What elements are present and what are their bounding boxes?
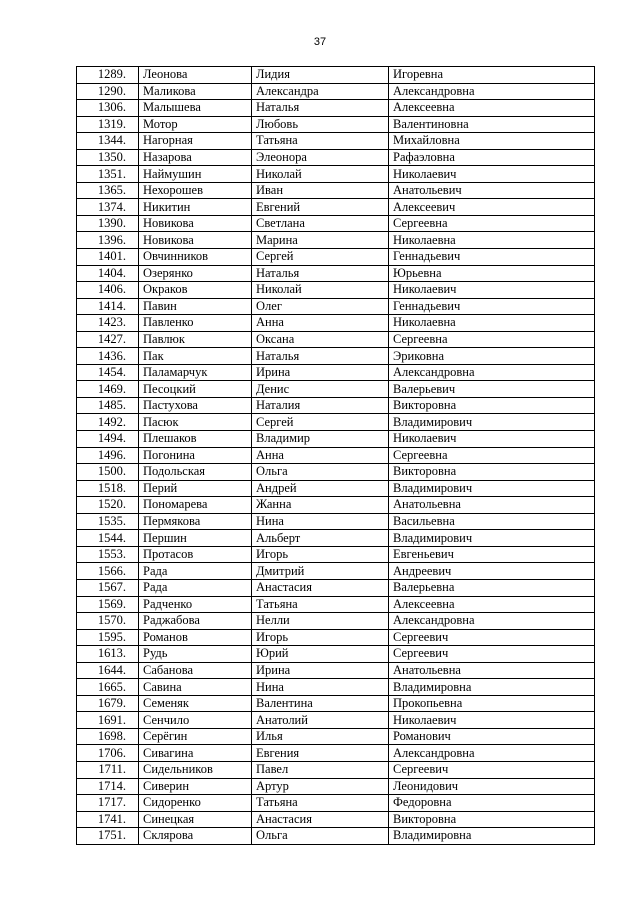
last-name-cell: Сиверин (139, 778, 252, 795)
table-row (77, 83, 595, 100)
first-name-cell: Нина (252, 513, 389, 530)
last-name-cell: Семеняк (139, 695, 252, 712)
table-row (77, 695, 595, 712)
patronymic-cell: Сергеевна (389, 447, 595, 464)
table-row (77, 795, 595, 812)
last-name-cell: Мотор (139, 116, 252, 133)
first-name-cell: Юрий (252, 646, 389, 663)
first-name-cell: Нина (252, 679, 389, 696)
last-name-cell: Паламарчук (139, 364, 252, 381)
first-name-cell: Марина (252, 232, 389, 249)
patronymic-cell: Николаевич (389, 166, 595, 183)
table-row (77, 249, 595, 266)
first-name-cell: Анатолий (252, 712, 389, 729)
table-row (77, 447, 595, 464)
patronymic-cell: Леонидович (389, 778, 595, 795)
row-number-cell: 1496. (77, 447, 139, 464)
first-name-cell: Ольга (252, 464, 389, 481)
patronymic-cell: Алексеевна (389, 596, 595, 613)
last-name-cell: Перий (139, 480, 252, 497)
table-row (77, 364, 595, 381)
first-name-cell: Нелли (252, 613, 389, 630)
row-number-cell: 1365. (77, 182, 139, 199)
first-name-cell: Андрей (252, 480, 389, 497)
patronymic-cell: Николаевич (389, 712, 595, 729)
row-number-cell: 1404. (77, 265, 139, 282)
table-row (77, 530, 595, 547)
last-name-cell: Протасов (139, 546, 252, 563)
last-name-cell: Плешаков (139, 431, 252, 448)
table-row (77, 199, 595, 216)
table-row (77, 811, 595, 828)
last-name-cell: Сидоренко (139, 795, 252, 812)
row-number-cell: 1494. (77, 431, 139, 448)
last-name-cell: Рада (139, 563, 252, 580)
row-number-cell: 1544. (77, 530, 139, 547)
row-number-cell: 1711. (77, 761, 139, 778)
row-number-cell: 1396. (77, 232, 139, 249)
row-number-cell: 1469. (77, 381, 139, 398)
first-name-cell: Наталья (252, 348, 389, 365)
row-number-cell: 1706. (77, 745, 139, 762)
last-name-cell: Пермякова (139, 513, 252, 530)
patronymic-cell: Александровна (389, 83, 595, 100)
first-name-cell: Николай (252, 282, 389, 299)
row-number-cell: 1535. (77, 513, 139, 530)
first-name-cell: Иван (252, 182, 389, 199)
patronymic-cell: Сергеевич (389, 646, 595, 663)
first-name-cell: Анна (252, 315, 389, 332)
patronymic-cell: Викторовна (389, 464, 595, 481)
table-row (77, 431, 595, 448)
row-number-cell: 1613. (77, 646, 139, 663)
page-number: 37 (313, 36, 327, 48)
row-number-cell: 1344. (77, 133, 139, 150)
row-number-cell: 1595. (77, 629, 139, 646)
patronymic-cell: Юрьевна (389, 265, 595, 282)
patronymic-cell: Васильевна (389, 513, 595, 530)
table-row (77, 67, 595, 84)
row-number-cell: 1350. (77, 149, 139, 166)
first-name-cell: Николай (252, 166, 389, 183)
patronymic-cell: Эриковна (389, 348, 595, 365)
patronymic-cell: Александровна (389, 745, 595, 762)
first-name-cell: Ольга (252, 828, 389, 845)
row-number-cell: 1427. (77, 331, 139, 348)
first-name-cell: Анастасия (252, 811, 389, 828)
row-number-cell: 1500. (77, 464, 139, 481)
last-name-cell: Погонина (139, 447, 252, 464)
last-name-cell: Сидельников (139, 761, 252, 778)
patronymic-cell: Викторовна (389, 397, 595, 414)
patronymic-cell: Владимирович (389, 480, 595, 497)
last-name-cell: Раджабова (139, 613, 252, 630)
patronymic-cell: Игоревна (389, 67, 595, 84)
row-number-cell: 1665. (77, 679, 139, 696)
patronymic-cell: Михайловна (389, 133, 595, 150)
patronymic-cell: Анатольевна (389, 662, 595, 679)
last-name-cell: Малышева (139, 100, 252, 117)
last-name-cell: Озерянко (139, 265, 252, 282)
last-name-cell: Овчинников (139, 249, 252, 266)
table-row (77, 265, 595, 282)
table-row (77, 282, 595, 299)
patronymic-cell: Валентиновна (389, 116, 595, 133)
patronymic-cell: Рафаэловна (389, 149, 595, 166)
first-name-cell: Артур (252, 778, 389, 795)
table-row (77, 480, 595, 497)
table-row (77, 397, 595, 414)
row-number-cell: 1414. (77, 298, 139, 315)
table-row (77, 563, 595, 580)
table-row (77, 215, 595, 232)
first-name-cell: Лидия (252, 67, 389, 84)
first-name-cell: Валентина (252, 695, 389, 712)
patronymic-cell: Александровна (389, 613, 595, 630)
row-number-cell: 1454. (77, 364, 139, 381)
table-row (77, 116, 595, 133)
table-row (77, 761, 595, 778)
last-name-cell: Пасюк (139, 414, 252, 431)
last-name-cell: Рада (139, 579, 252, 596)
patronymic-cell: Владимирович (389, 414, 595, 431)
last-name-cell: Павин (139, 298, 252, 315)
last-name-cell: Синецкая (139, 811, 252, 828)
table-row (77, 513, 595, 530)
patronymic-cell: Викторовна (389, 811, 595, 828)
first-name-cell: Евгений (252, 199, 389, 216)
patronymic-cell: Николаевна (389, 315, 595, 332)
last-name-cell: Окраков (139, 282, 252, 299)
table-row (77, 596, 595, 613)
last-name-cell: Сенчило (139, 712, 252, 729)
last-name-cell: Савина (139, 679, 252, 696)
table-row (77, 464, 595, 481)
patronymic-cell: Прокопьевна (389, 695, 595, 712)
patronymic-cell: Сергеевич (389, 761, 595, 778)
table-row (77, 712, 595, 729)
first-name-cell: Ирина (252, 364, 389, 381)
table-row (77, 579, 595, 596)
patronymic-cell: Николаевич (389, 431, 595, 448)
patronymic-cell: Валерьевич (389, 381, 595, 398)
table-row (77, 629, 595, 646)
first-name-cell: Оксана (252, 331, 389, 348)
table-row (77, 728, 595, 745)
first-name-cell: Элеонора (252, 149, 389, 166)
last-name-cell: Сивагина (139, 745, 252, 762)
patronymic-cell: Николаевич (389, 282, 595, 299)
last-name-cell: Назарова (139, 149, 252, 166)
first-name-cell: Игорь (252, 546, 389, 563)
row-number-cell: 1492. (77, 414, 139, 431)
first-name-cell: Владимир (252, 431, 389, 448)
first-name-cell: Илья (252, 728, 389, 745)
table-row (77, 646, 595, 663)
row-number-cell: 1698. (77, 728, 139, 745)
patronymic-cell: Федоровна (389, 795, 595, 812)
table-row (77, 166, 595, 183)
row-number-cell: 1406. (77, 282, 139, 299)
names-table-body (77, 67, 595, 845)
table-row (77, 133, 595, 150)
last-name-cell: Новикова (139, 215, 252, 232)
row-number-cell: 1751. (77, 828, 139, 845)
patronymic-cell: Валерьевна (389, 579, 595, 596)
patronymic-cell: Анатольевич (389, 182, 595, 199)
last-name-cell: Рудь (139, 646, 252, 663)
patronymic-cell: Геннадьевич (389, 298, 595, 315)
table-row (77, 315, 595, 332)
last-name-cell: Новикова (139, 232, 252, 249)
first-name-cell: Анастасия (252, 579, 389, 596)
first-name-cell: Любовь (252, 116, 389, 133)
table-row (77, 679, 595, 696)
row-number-cell: 1644. (77, 662, 139, 679)
row-number-cell: 1570. (77, 613, 139, 630)
last-name-cell: Подольская (139, 464, 252, 481)
first-name-cell: Наталья (252, 100, 389, 117)
first-name-cell: Дмитрий (252, 563, 389, 580)
first-name-cell: Анна (252, 447, 389, 464)
patronymic-cell: Владимировна (389, 828, 595, 845)
table-row (77, 546, 595, 563)
table-row (77, 298, 595, 315)
patronymic-cell: Анатольевна (389, 497, 595, 514)
patronymic-cell: Александровна (389, 364, 595, 381)
last-name-cell: Песоцкий (139, 381, 252, 398)
last-name-cell: Першин (139, 530, 252, 547)
row-number-cell: 1289. (77, 67, 139, 84)
last-name-cell: Пастухова (139, 397, 252, 414)
last-name-cell: Леонова (139, 67, 252, 84)
last-name-cell: Пак (139, 348, 252, 365)
row-number-cell: 1567. (77, 579, 139, 596)
first-name-cell: Александра (252, 83, 389, 100)
patronymic-cell: Алексеевич (389, 199, 595, 216)
first-name-cell: Светлана (252, 215, 389, 232)
row-number-cell: 1351. (77, 166, 139, 183)
patronymic-cell: Алексеевна (389, 100, 595, 117)
last-name-cell: Наймушин (139, 166, 252, 183)
table-row (77, 613, 595, 630)
first-name-cell: Наталья (252, 265, 389, 282)
last-name-cell: Пономарева (139, 497, 252, 514)
row-number-cell: 1691. (77, 712, 139, 729)
row-number-cell: 1423. (77, 315, 139, 332)
table-row (77, 828, 595, 845)
last-name-cell: Романов (139, 629, 252, 646)
last-name-cell: Радченко (139, 596, 252, 613)
patronymic-cell: Сергеевна (389, 215, 595, 232)
table-row (77, 778, 595, 795)
row-number-cell: 1553. (77, 546, 139, 563)
last-name-cell: Склярова (139, 828, 252, 845)
patronymic-cell: Сергеевич (389, 629, 595, 646)
last-name-cell: Нагорная (139, 133, 252, 150)
row-number-cell: 1518. (77, 480, 139, 497)
patronymic-cell: Андреевич (389, 563, 595, 580)
first-name-cell: Татьяна (252, 133, 389, 150)
row-number-cell: 1374. (77, 199, 139, 216)
table-row (77, 662, 595, 679)
patronymic-cell: Романович (389, 728, 595, 745)
row-number-cell: 1401. (77, 249, 139, 266)
row-number-cell: 1436. (77, 348, 139, 365)
patronymic-cell: Геннадьевич (389, 249, 595, 266)
row-number-cell: 1319. (77, 116, 139, 133)
first-name-cell: Олег (252, 298, 389, 315)
table-row (77, 100, 595, 117)
first-name-cell: Игорь (252, 629, 389, 646)
first-name-cell: Сергей (252, 249, 389, 266)
patronymic-cell: Николаевна (389, 232, 595, 249)
last-name-cell: Серёгин (139, 728, 252, 745)
last-name-cell: Павленко (139, 315, 252, 332)
table-row (77, 348, 595, 365)
table-row (77, 149, 595, 166)
patronymic-cell: Евгеньевич (389, 546, 595, 563)
row-number-cell: 1520. (77, 497, 139, 514)
last-name-cell: Павлюк (139, 331, 252, 348)
row-number-cell: 1566. (77, 563, 139, 580)
last-name-cell: Никитин (139, 199, 252, 216)
row-number-cell: 1714. (77, 778, 139, 795)
first-name-cell: Павел (252, 761, 389, 778)
row-number-cell: 1717. (77, 795, 139, 812)
first-name-cell: Татьяна (252, 795, 389, 812)
last-name-cell: Нехорошев (139, 182, 252, 199)
row-number-cell: 1569. (77, 596, 139, 613)
first-name-cell: Жанна (252, 497, 389, 514)
first-name-cell: Альберт (252, 530, 389, 547)
patronymic-cell: Владимировна (389, 679, 595, 696)
patronymic-cell: Владимирович (389, 530, 595, 547)
table-row (77, 381, 595, 398)
table-row (77, 182, 595, 199)
first-name-cell: Наталия (252, 397, 389, 414)
row-number-cell: 1290. (77, 83, 139, 100)
table-row (77, 232, 595, 249)
first-name-cell: Ирина (252, 662, 389, 679)
row-number-cell: 1390. (77, 215, 139, 232)
first-name-cell: Татьяна (252, 596, 389, 613)
last-name-cell: Сабанова (139, 662, 252, 679)
row-number-cell: 1485. (77, 397, 139, 414)
row-number-cell: 1306. (77, 100, 139, 117)
last-name-cell: Маликова (139, 83, 252, 100)
table-row (77, 414, 595, 431)
names-table (76, 66, 595, 845)
first-name-cell: Денис (252, 381, 389, 398)
row-number-cell: 1741. (77, 811, 139, 828)
table-row (77, 745, 595, 762)
first-name-cell: Сергей (252, 414, 389, 431)
table-row (77, 331, 595, 348)
patronymic-cell: Сергеевна (389, 331, 595, 348)
first-name-cell: Евгения (252, 745, 389, 762)
table-row (77, 497, 595, 514)
row-number-cell: 1679. (77, 695, 139, 712)
